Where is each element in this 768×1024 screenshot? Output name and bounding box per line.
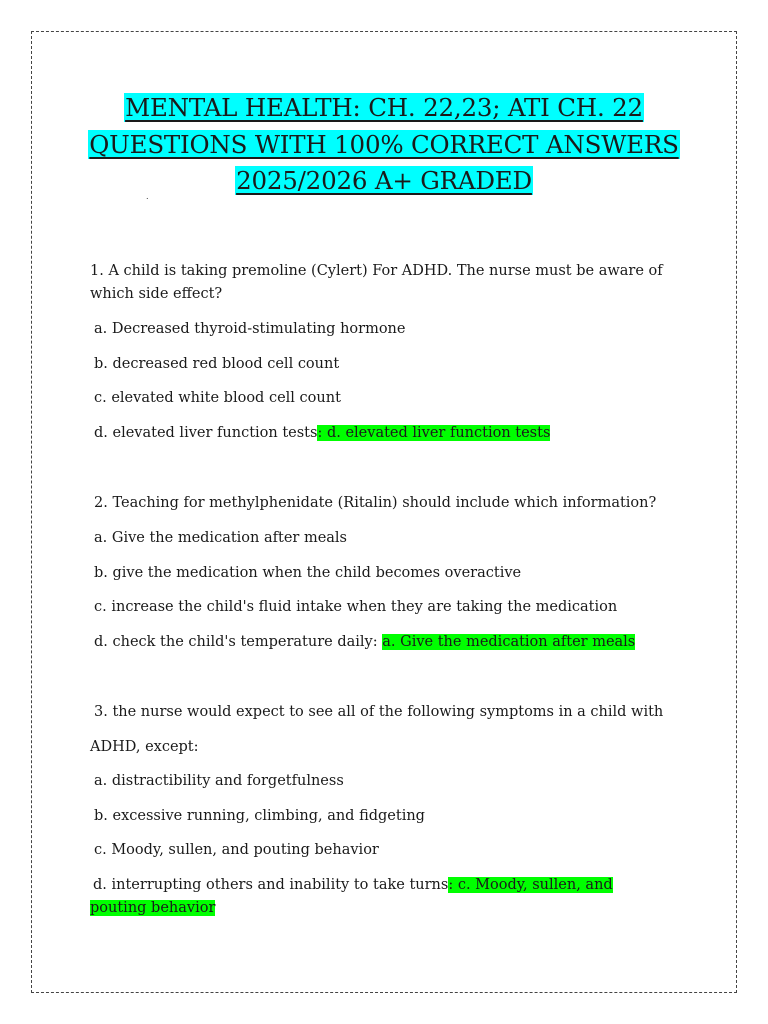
question-3-answer: : c. Moody, sullen, and pouting behavior <box>90 877 613 916</box>
question-3-option-d <box>90 874 670 920</box>
title-line-1: MENTAL HEALTH: CH. 22,23; ATI CH. 22 <box>125 93 643 122</box>
question-1-option-b: b. decreased red blood cell count <box>94 356 340 372</box>
question-1-option-a: a. Decreased thyroid-stimulating hormone <box>94 321 406 337</box>
question-3-stem-line-1: 3. the nurse would expect to see all of the following symptoms in a child with <box>94 704 664 720</box>
question-1-option-d-text: d. elevated liver function tests <box>94 425 318 441</box>
question-3-stem-line-2: ADHD, except: <box>90 739 199 755</box>
question-3-option-c: c. Moody, sullen, and pouting behavior <box>94 842 379 858</box>
document-title <box>60 90 708 200</box>
question-2-stem: 2. Teaching for methylphenidate (Ritalin) should include which information? <box>94 495 657 511</box>
question-1-answer: : d. elevated liver function tests <box>317 425 551 441</box>
question-1-option-d <box>94 422 684 445</box>
question-2-answer: a. Give the medication after meals <box>382 634 636 650</box>
question-1-option-c: c. elevated white blood cell count <box>94 390 341 406</box>
question-2-option-d <box>94 631 684 654</box>
question-2-option-d-text: d. check the child's temperature daily: <box>94 634 378 650</box>
question-2-option-a: a. Give the medication after meals <box>94 530 347 546</box>
question-2-option-c: c. increase the child's fluid intake when they are taking the medication <box>94 599 618 615</box>
question-3-option-d-text: d. interrupting others and inability to take turns <box>93 877 449 893</box>
question-3-option-b: b. excessive running, climbing, and fidgeting <box>94 808 425 824</box>
question-3-option-a: a. distractibility and forgetfulness <box>94 773 344 789</box>
question-2-option-b: b. give the medication when the child becomes overactive <box>94 565 522 581</box>
question-1-stem: 1. A child is taking premoline (Cylert) For ADHD. The nurse must be aware of which side effect? <box>90 263 663 302</box>
title-line-2: QUESTIONS WITH 100% CORRECT ANSWERS <box>89 129 679 159</box>
title-line-3: 2025/2026 A+ GRADED <box>236 166 532 195</box>
stray-dot: . <box>146 192 149 201</box>
